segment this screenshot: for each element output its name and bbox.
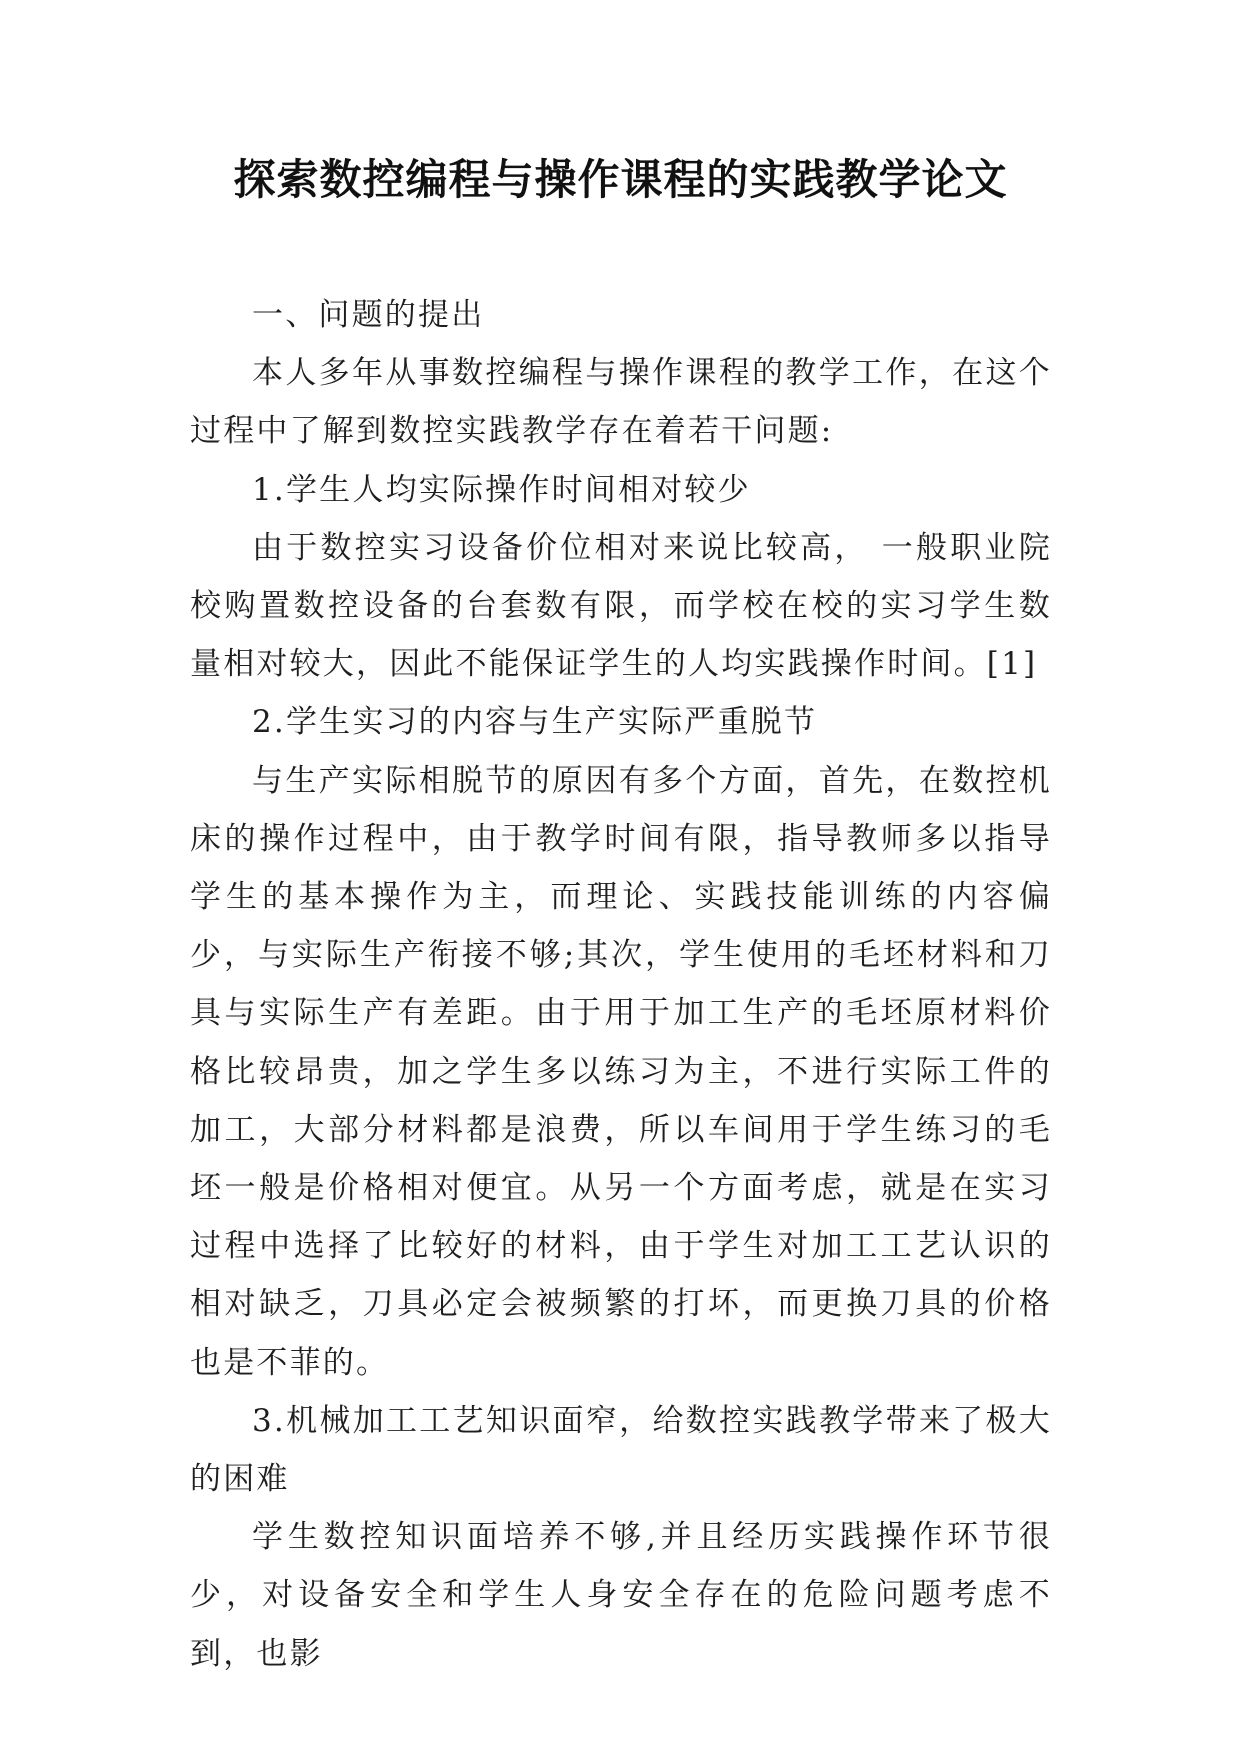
subsection-heading: 1.学生人均实际操作时间相对较少 [252, 471, 751, 508]
document-title: 探索数控编程与操作课程的实践教学论文 [233, 155, 1008, 204]
document-body [190, 286, 1052, 1683]
subsection-heading: 2.学生实习的内容与生产实际严重脱节 [252, 704, 818, 741]
body-paragraph: 由于数控实习设备价位相对来说比较高， 一般职业院校购置数控设备的台套数有限，而学校在校的实习学生数量相对较大，因此不能保证学生的人均实践操作时间。[1] [190, 529, 1052, 683]
body-paragraph: 本人多年从事数控编程与操作课程的教学工作，在这个过程中了解到数控实践教学存在着若干问题: [190, 355, 1052, 450]
body-paragraph: 学生数控知识面培养不够,并且经历实践操作环节很少，对设备安全和学生人身安全存在的危险问题考虑不到，也影 [190, 1519, 1052, 1672]
subsection-heading: 3.机械加工工艺知识面窄，给数控实践教学带来了极大的困难 [190, 1402, 1052, 1498]
section-heading: 一、问题的提出 [252, 297, 485, 333]
body-paragraph: 与生产实际相脱节的原因有多个方面，首先，在数控机床的操作过程中，由于教学时间有限，指导教师多以指导学生的基本操作为主，而理论、实践技能训练的内容偏少，与实际生产衔接不够;其次，学生使用的毛坯材料和刀具与实际生产有差距。由于用于加工生产的毛坯原材料价格比较昂贵，加之学生多以练习为主，不进行实际工件的加工，大部分材料都是浪费，所以车间用于学生练习的毛坯一般是价格相对便宜。从另一个方面考虑，就是在实习过程中选择了比较好的材料，由于学生对加工工艺认识的相对缺乏，刀具必定会被频繁的打坏，而更换刀具的价格也是不菲的。 [190, 762, 1052, 1381]
